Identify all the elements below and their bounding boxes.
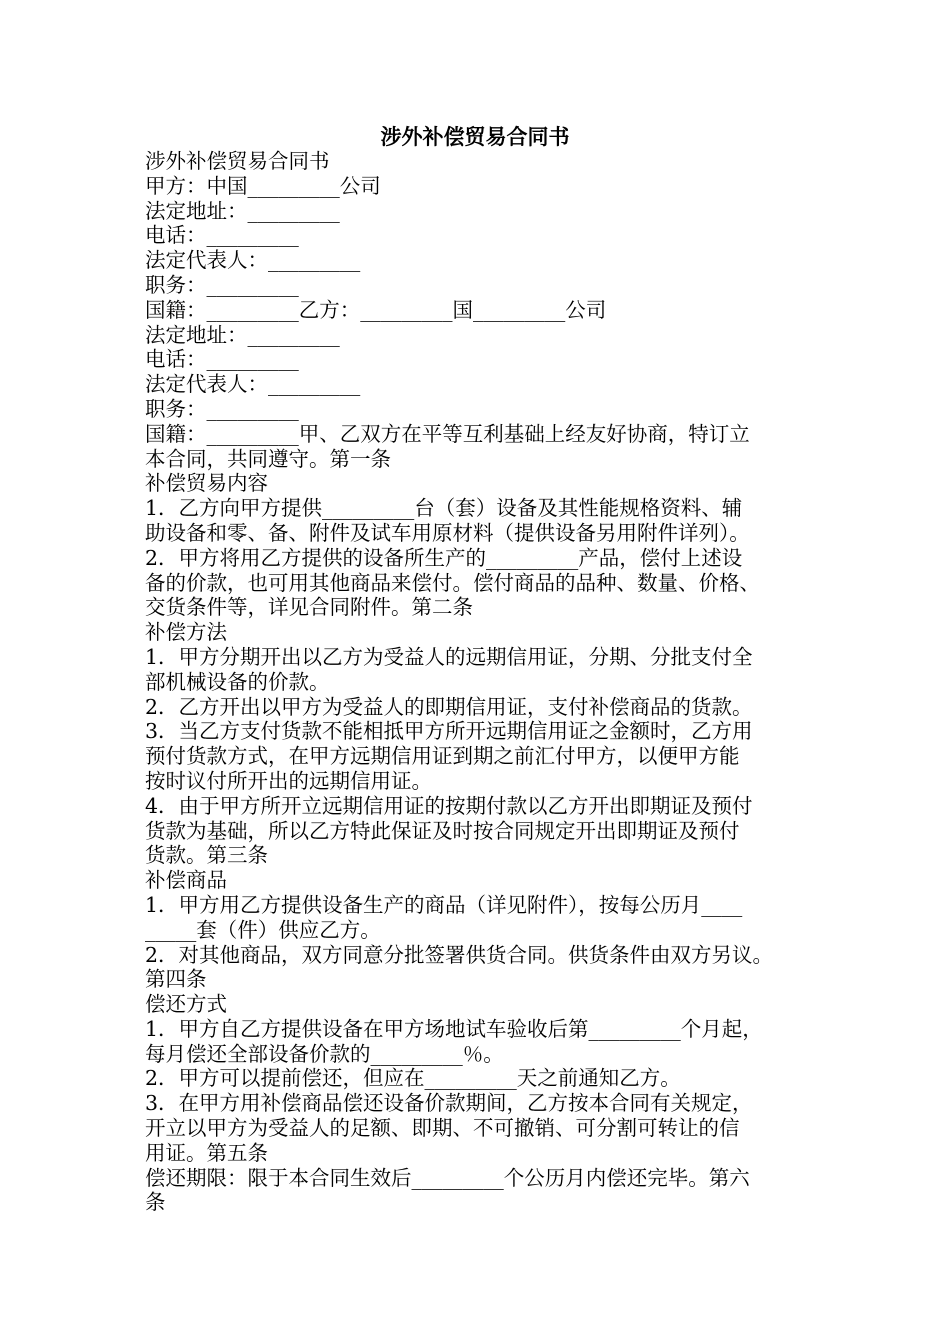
document-line: 预付货款方式，在甲方远期信用证到期之前汇付甲方，以便甲方能 [145, 744, 740, 769]
document-line: 2．对其他商品，双方同意分批签署供货合同。供货条件由双方另议。 [145, 942, 774, 967]
document-line: 按时议付所开出的远期信用证。 [145, 768, 432, 793]
document-line: 甲方：中国_________公司 [145, 173, 381, 198]
document-line: 电话：_________ [145, 223, 299, 248]
document-line: 本合同，共同遵守。第一条 [145, 446, 391, 471]
document-line: 偿还期限：限于本合同生效后_________个公历月内偿还完毕。第六 [145, 1165, 750, 1190]
document-line: 条 [145, 1190, 166, 1215]
document-line: 用证。第五条 [145, 1140, 268, 1165]
document-line: 货款。第三条 [145, 843, 268, 868]
document-line: 2．乙方开出以甲方为受益人的即期信用证，支付补偿商品的货款。 [145, 694, 753, 719]
document-line: 1．乙方向甲方提供_________台（套）设备及其性能规格资料、辅 [145, 496, 743, 521]
document-line: 2．甲方可以提前偿还，但应在_________天之前通知乙方。 [145, 1066, 681, 1091]
document-line: 国籍：_________乙方：_________国_________公司 [145, 297, 607, 322]
document-line: 法定地址：_________ [145, 322, 340, 347]
document-line: 法定代表人：_________ [145, 372, 361, 397]
document-line: 货款为基础，所以乙方特此保证及时按合同规定开出即期证及预付 [145, 818, 740, 843]
document-line: 职务：_________ [145, 396, 299, 421]
document-line: 职务：_________ [145, 272, 299, 297]
document-line: 3．在甲方用补偿商品偿还设备价款期间，乙方按本合同有关规定， [145, 1091, 753, 1116]
document-line: 1．甲方自乙方提供设备在甲方场地试车验收后第_________个月起， [145, 1016, 763, 1041]
document-line: 补偿方法 [145, 620, 227, 645]
document-line: 第四条 [145, 967, 207, 992]
document-line: 备的价款，也可用其他商品来偿付。偿付商品的品种、数量、价格、 [145, 570, 760, 595]
document-line: _____套（件）供应乙方。 [145, 917, 381, 942]
document-line: 1．甲方分期开出以乙方为受益人的远期信用证，分期、分批支付全 [145, 644, 753, 669]
document-line: 电话：_________ [145, 347, 299, 372]
document-line: 3．当乙方支付货款不能相抵甲方所开远期信用证之金额时，乙方用 [145, 719, 753, 744]
document-line: 国籍：_________甲、乙双方在平等互利基础上经友好协商，特订立 [145, 421, 750, 446]
document-line: 2．甲方将用乙方提供的设备所生产的_________产品，偿付上述设 [145, 545, 743, 570]
document-title: 涉外补偿贸易合同书 [380, 124, 570, 149]
document-line: 开立以甲方为受益人的足额、即期、不可撤销、可分割可转让的信 [145, 1116, 740, 1141]
document-line: 4．由于甲方所开立远期信用证的按期付款以乙方开出即期证及预付 [145, 793, 753, 818]
document-line: 法定地址：_________ [145, 198, 340, 223]
document-line: 涉外补偿贸易合同书 [145, 149, 330, 173]
document-line: 法定代表人：_________ [145, 248, 361, 273]
document-body [145, 149, 825, 1215]
document-line: 助设备和零、备、附件及试车用原材料（提供设备另用附件详列）。 [145, 520, 750, 545]
document-line: 补偿商品 [145, 868, 227, 893]
document-line: 每月偿还全部设备价款的_________％。 [145, 1041, 504, 1066]
document-line: 交货条件等，详见合同附件。第二条 [145, 595, 473, 620]
document-line: 1．甲方用乙方提供设备生产的商品（详见附件），按每公历月____ [145, 892, 743, 917]
document-line: 偿还方式 [145, 992, 227, 1017]
document-line: 部机械设备的价款。 [145, 669, 330, 694]
document-line: 补偿贸易内容 [145, 471, 268, 496]
